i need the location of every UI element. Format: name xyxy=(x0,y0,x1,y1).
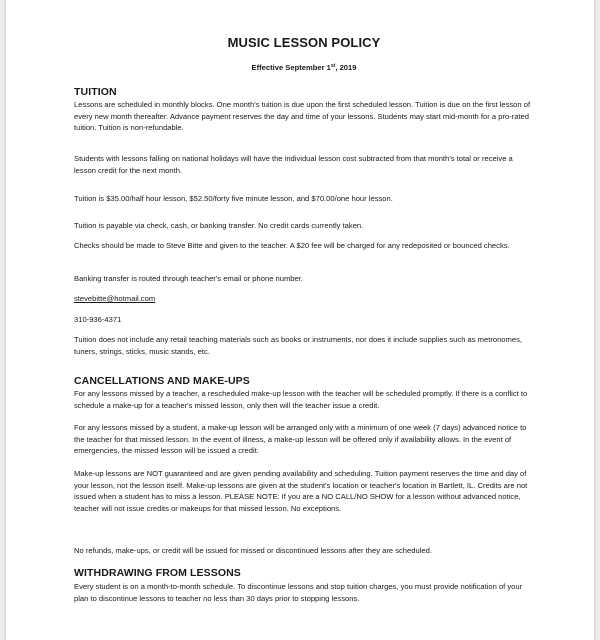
phone-number: 310-936-4371 xyxy=(74,315,122,324)
tuition-checks: Checks should be made to Steve Bitte and given to the teacher. A $20 fee will be charged for any redeposited or bounced checks. xyxy=(74,241,510,250)
cancellations-paragraph-3: Make-up lessons are NOT guaranteed and are given pending availability and scheduling. Tuition payment reserves the time and day of your lesson, not the lesson itself. Make-up lessons are given at the student's location or teacher's location in Bartlett, IL. Credits are not issued when a student has to miss a lesson. PLEASE NOTE: If you are a NO CALL/NO SHOW for a lesson without advanced notice, teacher will not issue credits or makeups for that missed lesson. No exceptions. xyxy=(74,469,528,513)
tuition-banking-transfer: Banking transfer is routed through teacher's email or phone number. xyxy=(74,274,303,283)
tuition-paragraph-materials: Tuition does not include any retail teaching materials such as books or instruments, nor does it include supplies such as metronomes, tuners, strings, sticks, music stands, etc. xyxy=(74,335,522,356)
document-title: MUSIC LESSON POLICY xyxy=(227,35,381,50)
withdrawing-paragraph-1: Every student is on a month-to-month schedule. To discontinue lessons and stop tuition charges, you must provide notification of your plan to discontinue lessons to teacher no less than 30 days prior to stopping lessons. xyxy=(74,582,523,603)
cancellations-paragraph-2: For any lessons missed by a student, a make-up lesson will be arranged only with a minimum of one week (7 days) advanced notice to the teacher for that missed lesson. In the event of illness, a make-up lesson will be offered only if availability allows. In the event of emergencies, the missed lesson will be issued a credit. xyxy=(74,423,527,455)
cancellations-paragraph-1: For any lessons missed by a teacher, a rescheduled make-up lesson with the teacher will be scheduled promptly. If there is a conflict to schedule a make-up for a teacher's missed lesson, only then will the teacher issue a credit. xyxy=(74,389,528,410)
tuition-paragraph-2: Students with lessons falling on national holidays will have the individual lesson cost subtracted from that month's total or receive a lesson credit for the next month. xyxy=(74,154,513,175)
effective-date-ordinal: st xyxy=(330,63,336,69)
email-link[interactable]: stevebitte@hotmail.com xyxy=(74,294,156,303)
email-paragraph xyxy=(74,293,534,305)
effective-date xyxy=(74,63,534,72)
withdrawing-heading: WITHDRAWING FROM LESSONS xyxy=(74,567,241,579)
tuition-paragraph-1: Lessons are scheduled in monthly blocks. One month's tuition is due upon the first scheduled lesson. Tuition is due on the first lesson of every new month thereafter. Advance payment reserves the day and time of your lessons. Students may start mid-month for a pro-rated tuition. Tuition is non-refundable. xyxy=(74,100,531,132)
tuition-payment-methods: Tuition is payable via check, cash, or banking transfer. No credit cards currently taken. xyxy=(74,221,364,230)
document-page xyxy=(6,0,594,640)
tuition-heading: TUITION xyxy=(74,86,117,98)
cancellations-paragraph-4: No refunds, make-ups, or credit will be issued for missed or discontinued lessons after they are scheduled. xyxy=(74,546,432,555)
cancellations-heading: CANCELLATIONS AND MAKE-UPS xyxy=(74,375,250,387)
tuition-rates: Tuition is $35.00/half hour lesson, $52.50/forty five minute lesson, and $70.00/one hour lesson. xyxy=(74,194,393,203)
effective-date-prefix: Effective September 1 xyxy=(251,63,331,72)
effective-date-year: , 2019 xyxy=(335,63,357,72)
